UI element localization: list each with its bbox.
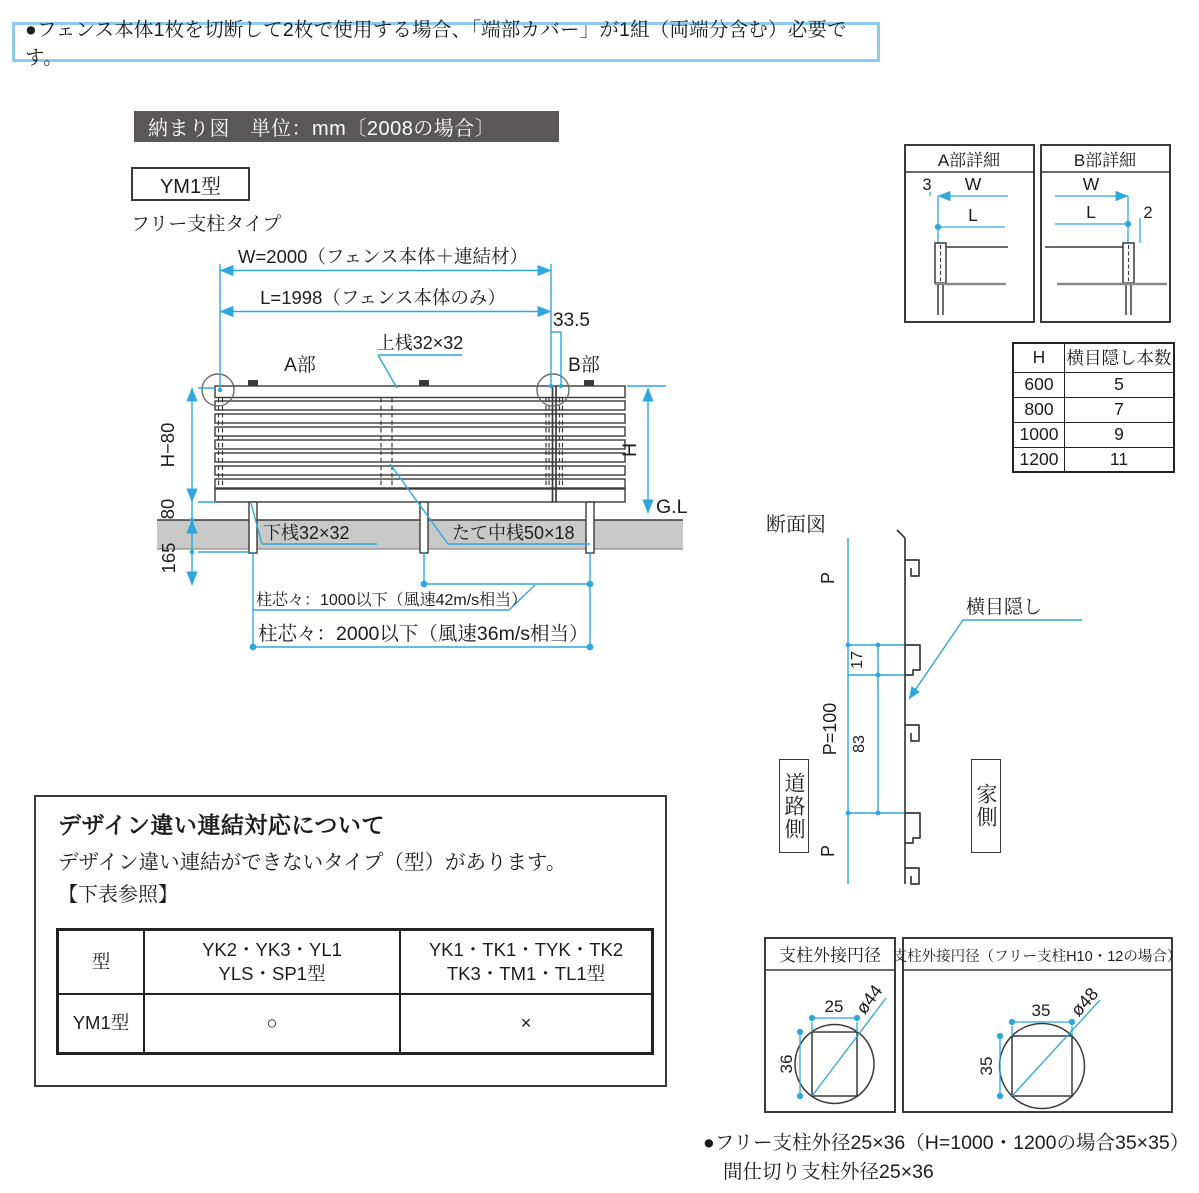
dim-80-label: 80: [157, 498, 178, 520]
section-title-text: 納まり図 単位：mm〔2008の場合〕: [148, 118, 496, 140]
dim-p100: P=100: [820, 702, 840, 756]
detail-a-box: [905, 145, 1034, 322]
design-row-type: YM1型: [58, 994, 145, 1054]
detail-b-box: [1041, 145, 1170, 322]
footnote-line-1: ●フリー支柱外径25×36（H=1000・1200の場合35×35）: [703, 1132, 1190, 1154]
design-col-type: 型: [58, 930, 145, 994]
detail-b-dim-2: 2: [1143, 204, 1153, 222]
pitch1-label: 柱芯々：1000以下（風速42m/s相当）: [256, 592, 528, 609]
ok-mark: ○: [144, 994, 400, 1054]
label-b: B部: [568, 355, 600, 376]
design-col-ok: [144, 930, 400, 994]
house-side-label: [971, 759, 1001, 853]
dim-h80-label: H−80: [157, 422, 178, 468]
detail-a-dim-l: L: [968, 205, 978, 225]
section-dimensions: [848, 538, 1082, 884]
top-rail-label: 上桟32×32: [376, 333, 464, 353]
design-compatibility-table: [56, 928, 654, 1055]
ng-mark: ×: [400, 994, 653, 1054]
height-slat-table: [1012, 342, 1175, 473]
design-col-ng: [400, 930, 653, 994]
design-note-title: デザイン違い連結対応について: [58, 812, 385, 838]
road-side-text: 道路側: [782, 771, 805, 841]
dim-p-top: P: [818, 571, 838, 585]
design-note-body: デザイン違い連結ができないタイプ（型）があります。: [58, 851, 567, 874]
footnote-line-2: 間仕切り支柱外径25×36: [723, 1161, 934, 1183]
count-value: 7: [1065, 397, 1175, 422]
model-badge: [131, 167, 250, 201]
detail-b-dim-l: L: [1086, 202, 1096, 222]
detail-b-dim-w: W: [1082, 174, 1100, 194]
design-col-ok-line1: YK2・YK3・YL1: [202, 938, 342, 960]
count-value: 5: [1065, 372, 1175, 397]
table-row: [58, 994, 653, 1054]
label-a: A部: [284, 355, 316, 376]
model-badge-text: YM1型: [159, 175, 222, 198]
design-col-ok-line2: YLS・SP1型: [218, 962, 326, 984]
count-value: 9: [1065, 422, 1175, 447]
count-value: 11: [1065, 447, 1175, 472]
dim-h-label: H: [619, 442, 641, 458]
circle-box-2-dia: ø48: [1066, 983, 1103, 1021]
post-circle-diagrams: [757, 930, 1197, 1120]
detail-boxes-diagram: [898, 140, 1178, 330]
h-value: 1000: [1013, 422, 1065, 447]
h-table-col-h: H: [1013, 343, 1065, 372]
dim-w-label: W=2000（フェンス本体＋連結材）: [238, 246, 528, 267]
fence-panel: [215, 386, 625, 502]
section-title-bar: [134, 111, 559, 142]
circle-box-1-title: 支柱外接円径: [779, 946, 881, 965]
design-col-ng-line1: YK1・TK1・TYK・TK2: [428, 938, 624, 960]
note-banner-text: ●フェンス本体1枚を切断して2枚で使用する場合、「端部カバー」が1組（両端分含む）必要です。: [25, 19, 847, 69]
detail-b-title: B部詳細: [1073, 151, 1137, 170]
design-col-ng-line2: TK3・TM1・TL1型: [446, 962, 606, 984]
house-side-text: 家側: [974, 783, 997, 829]
dim-l-label: L=1998（フェンス本体のみ）: [260, 287, 506, 308]
bottom-rail-label: 下桟32×32: [263, 523, 350, 543]
circle-box-1-dia: ø44: [851, 980, 887, 1018]
table-row: [1013, 422, 1174, 447]
mid-rail-label: たて中桟50×18: [452, 523, 575, 543]
post-type-label: フリー支柱タイプ: [131, 214, 282, 235]
h-value: 1200: [1013, 447, 1065, 472]
gl-label: G.L: [656, 496, 688, 518]
circle-box-1-dim-top: 25: [824, 997, 844, 1016]
road-side-label: [779, 759, 809, 853]
table-row: [1013, 372, 1174, 397]
detail-a-dim-w: W: [964, 174, 982, 194]
circle-box-1-dim-left: 36: [777, 1054, 796, 1074]
detail-a-title: A部詳細: [937, 151, 1001, 170]
table-row: [1013, 397, 1174, 422]
design-note-ref: 【下表参照】: [58, 884, 178, 906]
dim-83: 83: [851, 735, 868, 753]
slat-profile: [897, 530, 920, 884]
fence-elevation-diagram: [140, 240, 710, 670]
h-value: 600: [1013, 372, 1065, 397]
detail-a-dim-3: 3: [922, 176, 932, 194]
dim-165-label: 165: [158, 542, 179, 574]
note-banner: [12, 19, 880, 69]
section-title: 断面図: [766, 514, 826, 536]
slat-callout-label: 横目隠し: [966, 597, 1043, 618]
circle-box-2-dim-top: 35: [1031, 1001, 1051, 1020]
table-row: [1013, 447, 1174, 472]
dim-p-bottom: P: [818, 844, 838, 858]
dim-17: 17: [849, 651, 866, 669]
circle-box-2-dim-left: 35: [977, 1056, 996, 1076]
design-note-box: [34, 795, 667, 1087]
h-value: 800: [1013, 397, 1065, 422]
h-table-col-count: 横目隠し本数: [1065, 343, 1175, 372]
pitch2-label: 柱芯々：2000以下（風速36m/s相当）: [258, 623, 589, 645]
dim-offset-label: 33.5: [553, 310, 590, 331]
circle-box-2-title: 支柱外接円径（フリー支柱H10・12の場合）: [892, 949, 1182, 965]
